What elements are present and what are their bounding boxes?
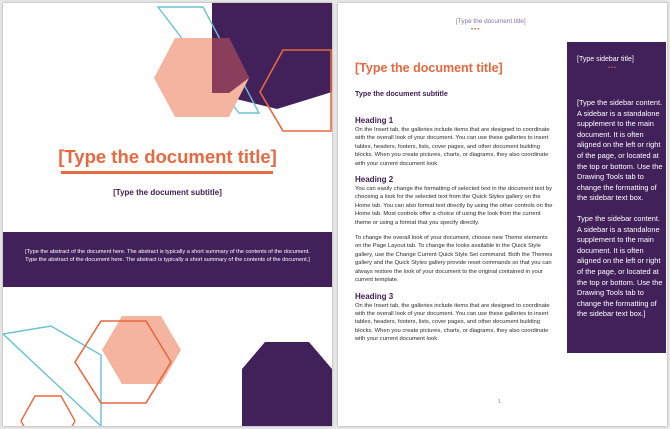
cover-title[interactable]: [Type the document title] (58, 146, 277, 167)
sidebar (567, 42, 666, 353)
paragraph-1[interactable]: On the Insert tab, the galleries include items that are designed to coordinate with the overall look of your document. You can use these galleries to insert tables, headers, footers, lists, cover pages, and other document building blocks. When you create pictures, charts, or diagrams, they also coordinate with your current document look. (355, 127, 550, 167)
content-page (338, 3, 667, 426)
header-dots: ••• (471, 27, 481, 33)
heading-3[interactable]: Heading 3 (355, 291, 394, 301)
heading-1[interactable]: Heading 1 (355, 116, 394, 125)
cover-page (3, 3, 332, 426)
document-subtitle[interactable]: Type the document subtitle (355, 89, 448, 98)
sidebar-paragraph-2[interactable]: Type the sidebar content. A sidebar is a standalone supplement to the main document. It is often aligned on the left or right of the page, or located at the top or bottom. Use the Drawing Tools tab to change the formatting of the sidebar text box.] (577, 213, 663, 319)
abstract-text[interactable]: [Type the abstract of the document here. The abstract is typically a short summary of the contents of the document. Type the abstract of the document here. The abstract is typically a short summary of the contents of the document.] (25, 249, 310, 263)
orange-hexagon-bottom-left (21, 396, 75, 426)
title-rule (61, 171, 273, 174)
cover-subtitle[interactable]: [Type the document subtitle] (113, 188, 222, 197)
abstract-band (3, 232, 332, 287)
body-column (355, 116, 555, 344)
sidebar-body (577, 98, 663, 320)
purple-hexagon-bottom (242, 342, 332, 426)
heading-2[interactable]: Heading 2 (355, 175, 394, 185)
sidebar-paragraph-1[interactable]: [Type the sidebar content. A sidebar is a standalone supplement to the main document. It is often aligned on the left or right of the page, or located at the top or bottom. Use the Drawing Tools tab to change the formatting of the sidebar text box. (577, 98, 663, 203)
paragraph-4[interactable]: On the Insert tab, the galleries include items that are designed to coordinate with the overall look of your document. You can use these galleries to insert tables, headers, footers, lists, cover pages, and other document building blocks. When you create pictures, charts, or diagrams, they also coordinate with your current document look. (355, 302, 550, 343)
sidebar-title[interactable]: [Type sidebar title] (577, 56, 634, 63)
paragraph-3[interactable]: To change the overall look of your document, choose new Theme elements on the Page Layout tab. To change the looks available in the Quick Style gallery, use the Change Current Quick Style Set command. Both the Themes gallery and the Quick Styles gallery provide reset commands so that you can always restore the look of your document to the original contained in your current template. (355, 235, 553, 284)
cover-decoration (3, 3, 332, 426)
document-title[interactable]: [Type the document title] (355, 61, 503, 75)
paragraph-2[interactable]: You can easily change the formatting of selected text in the document text by choosing a look for the selected text from the Quick Styles gallery on the Home tab. You can also format text directly by using the other controls on the Home tab. Most controls offer a choice of using the look from the current theme or using a format that you specify directly. (355, 186, 553, 226)
salmon-hexagon-bottom (102, 316, 181, 384)
page-header[interactable]: [Type the document title] (456, 18, 526, 25)
teal-line-bottom (3, 326, 101, 426)
page-number: 1 (498, 399, 501, 405)
sidebar-dots: ••• (608, 65, 617, 71)
